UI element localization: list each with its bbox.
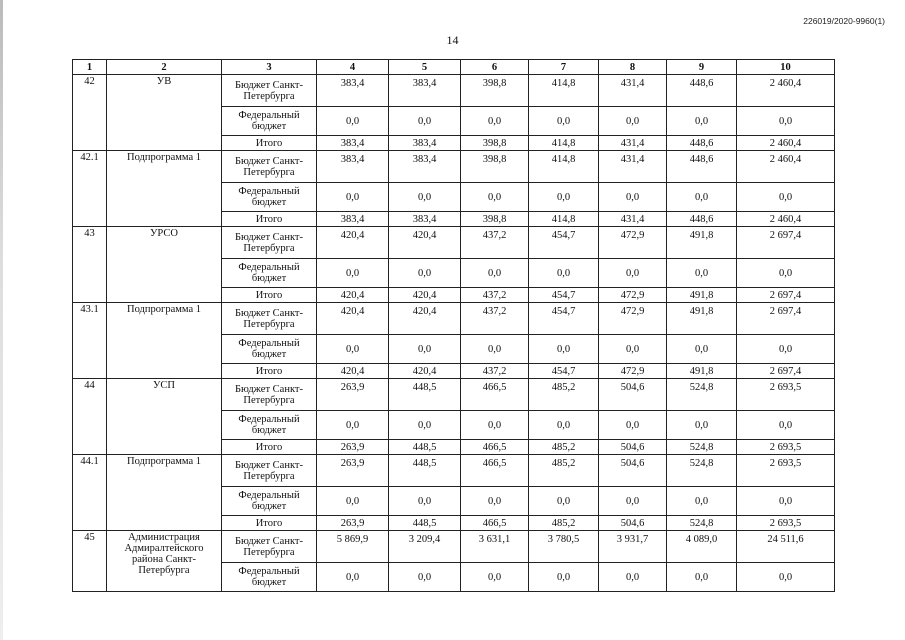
funding-source: Итого — [222, 136, 317, 151]
value-cell: 0,0 — [737, 563, 835, 592]
value-cell: 448,5 — [389, 440, 461, 455]
value-cell: 420,4 — [389, 303, 461, 335]
table-row — [73, 455, 835, 487]
value-cell: 0,0 — [737, 335, 835, 364]
value-cell: 2 697,4 — [737, 303, 835, 335]
value-cell: 3 209,4 — [389, 531, 461, 563]
value-cell: 0,0 — [389, 335, 461, 364]
value-cell: 491,8 — [667, 303, 737, 335]
value-cell: 0,0 — [529, 487, 599, 516]
value-cell: 5 869,9 — [317, 531, 389, 563]
value-cell: 0,0 — [389, 107, 461, 136]
organization-name: УВ — [107, 75, 222, 151]
value-cell: 524,8 — [667, 440, 737, 455]
value-cell: 2 697,4 — [737, 227, 835, 259]
funding-source: Итого — [222, 364, 317, 379]
value-cell: 383,4 — [389, 212, 461, 227]
value-cell: 0,0 — [461, 335, 529, 364]
value-cell: 263,9 — [317, 379, 389, 411]
column-header-7: 7 — [529, 60, 599, 75]
row-number: 44 — [73, 379, 107, 455]
value-cell: 437,2 — [461, 303, 529, 335]
value-cell: 263,9 — [317, 440, 389, 455]
value-cell: 472,9 — [599, 364, 667, 379]
value-cell: 2 693,5 — [737, 440, 835, 455]
value-cell: 420,4 — [389, 227, 461, 259]
value-cell: 454,7 — [529, 227, 599, 259]
value-cell: 485,2 — [529, 440, 599, 455]
value-cell: 0,0 — [461, 563, 529, 592]
column-header-1: 1 — [73, 60, 107, 75]
organization-name: Подпрограмма 1 — [107, 455, 222, 531]
value-cell: 491,8 — [667, 364, 737, 379]
value-cell: 398,8 — [461, 212, 529, 227]
value-cell: 472,9 — [599, 288, 667, 303]
value-cell: 472,9 — [599, 303, 667, 335]
value-cell: 491,8 — [667, 227, 737, 259]
value-cell: 414,8 — [529, 151, 599, 183]
value-cell: 3 780,5 — [529, 531, 599, 563]
table-body — [73, 75, 835, 592]
funding-source: Бюджет Санкт-Петербурга — [222, 455, 317, 487]
funding-source: Итого — [222, 212, 317, 227]
value-cell: 263,9 — [317, 455, 389, 487]
budget-table — [72, 59, 835, 592]
value-cell: 383,4 — [317, 151, 389, 183]
row-number: 45 — [73, 531, 107, 592]
value-cell: 2 460,4 — [737, 212, 835, 227]
scan-left-edge — [0, 0, 3, 640]
value-cell: 0,0 — [389, 411, 461, 440]
value-cell: 472,9 — [599, 227, 667, 259]
value-cell: 524,8 — [667, 379, 737, 411]
value-cell: 437,2 — [461, 364, 529, 379]
funding-source: Федеральный бюджет — [222, 563, 317, 592]
value-cell: 2 460,4 — [737, 75, 835, 107]
value-cell: 0,0 — [461, 487, 529, 516]
row-number: 43.1 — [73, 303, 107, 379]
value-cell: 0,0 — [599, 183, 667, 212]
value-cell: 524,8 — [667, 516, 737, 531]
value-cell: 0,0 — [599, 411, 667, 440]
value-cell: 485,2 — [529, 455, 599, 487]
value-cell: 504,6 — [599, 440, 667, 455]
value-cell: 0,0 — [667, 259, 737, 288]
column-header-4: 4 — [317, 60, 389, 75]
value-cell: 448,6 — [667, 212, 737, 227]
value-cell: 448,5 — [389, 379, 461, 411]
table-row — [73, 379, 835, 411]
funding-source: Бюджет Санкт-Петербурга — [222, 379, 317, 411]
value-cell: 0,0 — [667, 411, 737, 440]
value-cell: 414,8 — [529, 136, 599, 151]
value-cell: 0,0 — [461, 107, 529, 136]
value-cell: 0,0 — [317, 259, 389, 288]
value-cell: 383,4 — [317, 136, 389, 151]
value-cell: 414,8 — [529, 75, 599, 107]
value-cell: 0,0 — [599, 563, 667, 592]
value-cell: 383,4 — [317, 212, 389, 227]
column-header-8: 8 — [599, 60, 667, 75]
value-cell: 4 089,0 — [667, 531, 737, 563]
value-cell: 0,0 — [599, 335, 667, 364]
value-cell: 383,4 — [317, 75, 389, 107]
value-cell: 448,5 — [389, 516, 461, 531]
value-cell: 437,2 — [461, 288, 529, 303]
value-cell: 524,8 — [667, 455, 737, 487]
funding-source: Бюджет Санкт-Петербурга — [222, 227, 317, 259]
row-number: 42.1 — [73, 151, 107, 227]
funding-source: Федеральный бюджет — [222, 107, 317, 136]
value-cell: 383,4 — [389, 136, 461, 151]
column-header-5: 5 — [389, 60, 461, 75]
value-cell: 383,4 — [389, 151, 461, 183]
value-cell: 3 631,1 — [461, 531, 529, 563]
value-cell: 431,4 — [599, 212, 667, 227]
value-cell: 0,0 — [529, 335, 599, 364]
value-cell: 383,4 — [389, 75, 461, 107]
funding-source: Федеральный бюджет — [222, 335, 317, 364]
value-cell: 2 697,4 — [737, 288, 835, 303]
table-row — [73, 75, 835, 107]
value-cell: 3 931,7 — [599, 531, 667, 563]
value-cell: 0,0 — [667, 487, 737, 516]
value-cell: 431,4 — [599, 75, 667, 107]
value-cell: 504,6 — [599, 379, 667, 411]
funding-source: Бюджет Санкт-Петербурга — [222, 303, 317, 335]
table-row — [73, 303, 835, 335]
value-cell: 420,4 — [389, 364, 461, 379]
table-header-row — [73, 60, 835, 75]
value-cell: 2 697,4 — [737, 364, 835, 379]
value-cell: 466,5 — [461, 440, 529, 455]
value-cell: 431,4 — [599, 136, 667, 151]
document-id: 226019/2020-9960(1) — [803, 16, 885, 26]
funding-source: Итого — [222, 288, 317, 303]
funding-source: Итого — [222, 440, 317, 455]
value-cell: 0,0 — [737, 487, 835, 516]
column-header-3: 3 — [222, 60, 317, 75]
value-cell: 448,5 — [389, 455, 461, 487]
value-cell: 398,8 — [461, 151, 529, 183]
value-cell: 0,0 — [667, 107, 737, 136]
row-number: 44.1 — [73, 455, 107, 531]
value-cell: 0,0 — [599, 107, 667, 136]
value-cell: 420,4 — [389, 288, 461, 303]
value-cell: 0,0 — [317, 487, 389, 516]
value-cell: 454,7 — [529, 288, 599, 303]
organization-name: УРСО — [107, 227, 222, 303]
table-row — [73, 531, 835, 563]
value-cell: 504,6 — [599, 516, 667, 531]
value-cell: 504,6 — [599, 455, 667, 487]
funding-source: Федеральный бюджет — [222, 259, 317, 288]
value-cell: 2 693,5 — [737, 455, 835, 487]
value-cell: 0,0 — [461, 183, 529, 212]
value-cell: 398,8 — [461, 75, 529, 107]
value-cell: 420,4 — [317, 288, 389, 303]
funding-source: Федеральный бюджет — [222, 487, 317, 516]
value-cell: 0,0 — [529, 563, 599, 592]
value-cell: 0,0 — [737, 259, 835, 288]
value-cell: 398,8 — [461, 136, 529, 151]
value-cell: 431,4 — [599, 151, 667, 183]
value-cell: 491,8 — [667, 288, 737, 303]
table-row — [73, 151, 835, 183]
funding-source: Федеральный бюджет — [222, 411, 317, 440]
value-cell: 448,6 — [667, 136, 737, 151]
value-cell: 2 460,4 — [737, 151, 835, 183]
column-header-10: 10 — [737, 60, 835, 75]
value-cell: 0,0 — [317, 107, 389, 136]
value-cell: 0,0 — [317, 183, 389, 212]
value-cell: 454,7 — [529, 364, 599, 379]
value-cell: 263,9 — [317, 516, 389, 531]
value-cell: 0,0 — [529, 183, 599, 212]
value-cell: 0,0 — [737, 183, 835, 212]
value-cell: 2 460,4 — [737, 136, 835, 151]
value-cell: 0,0 — [317, 563, 389, 592]
value-cell: 485,2 — [529, 379, 599, 411]
value-cell: 0,0 — [667, 183, 737, 212]
value-cell: 420,4 — [317, 227, 389, 259]
column-header-9: 9 — [667, 60, 737, 75]
organization-name: УСП — [107, 379, 222, 455]
value-cell: 0,0 — [461, 411, 529, 440]
row-number: 42 — [73, 75, 107, 151]
organization-name: Администрация Адмиралтейского района Санкт-Петербурга — [107, 531, 222, 592]
funding-source: Федеральный бюджет — [222, 183, 317, 212]
value-cell: 420,4 — [317, 364, 389, 379]
value-cell: 0,0 — [461, 259, 529, 288]
value-cell: 448,6 — [667, 75, 737, 107]
organization-name: Подпрограмма 1 — [107, 151, 222, 227]
value-cell: 437,2 — [461, 227, 529, 259]
funding-source: Бюджет Санкт-Петербурга — [222, 151, 317, 183]
value-cell: 454,7 — [529, 303, 599, 335]
value-cell: 0,0 — [389, 487, 461, 516]
value-cell: 0,0 — [389, 563, 461, 592]
value-cell: 0,0 — [667, 335, 737, 364]
value-cell: 485,2 — [529, 516, 599, 531]
funding-source: Бюджет Санкт-Петербурга — [222, 75, 317, 107]
value-cell: 414,8 — [529, 212, 599, 227]
value-cell: 2 693,5 — [737, 516, 835, 531]
value-cell: 0,0 — [389, 183, 461, 212]
value-cell: 0,0 — [667, 563, 737, 592]
row-number: 43 — [73, 227, 107, 303]
organization-name: Подпрограмма 1 — [107, 303, 222, 379]
table-row — [73, 227, 835, 259]
column-header-6: 6 — [461, 60, 529, 75]
value-cell: 466,5 — [461, 516, 529, 531]
funding-source: Бюджет Санкт-Петербурга — [222, 531, 317, 563]
value-cell: 448,6 — [667, 151, 737, 183]
value-cell: 0,0 — [737, 411, 835, 440]
value-cell: 2 693,5 — [737, 379, 835, 411]
value-cell: 0,0 — [317, 411, 389, 440]
value-cell: 0,0 — [389, 259, 461, 288]
page-number: 14 — [446, 33, 459, 47]
value-cell: 0,0 — [529, 411, 599, 440]
value-cell: 0,0 — [599, 259, 667, 288]
funding-source: Итого — [222, 516, 317, 531]
value-cell: 24 511,6 — [737, 531, 835, 563]
value-cell: 466,5 — [461, 379, 529, 411]
value-cell: 0,0 — [737, 107, 835, 136]
value-cell: 0,0 — [599, 487, 667, 516]
value-cell: 0,0 — [529, 107, 599, 136]
value-cell: 420,4 — [317, 303, 389, 335]
value-cell: 466,5 — [461, 455, 529, 487]
column-header-2: 2 — [107, 60, 222, 75]
value-cell: 0,0 — [317, 335, 389, 364]
value-cell: 0,0 — [529, 259, 599, 288]
